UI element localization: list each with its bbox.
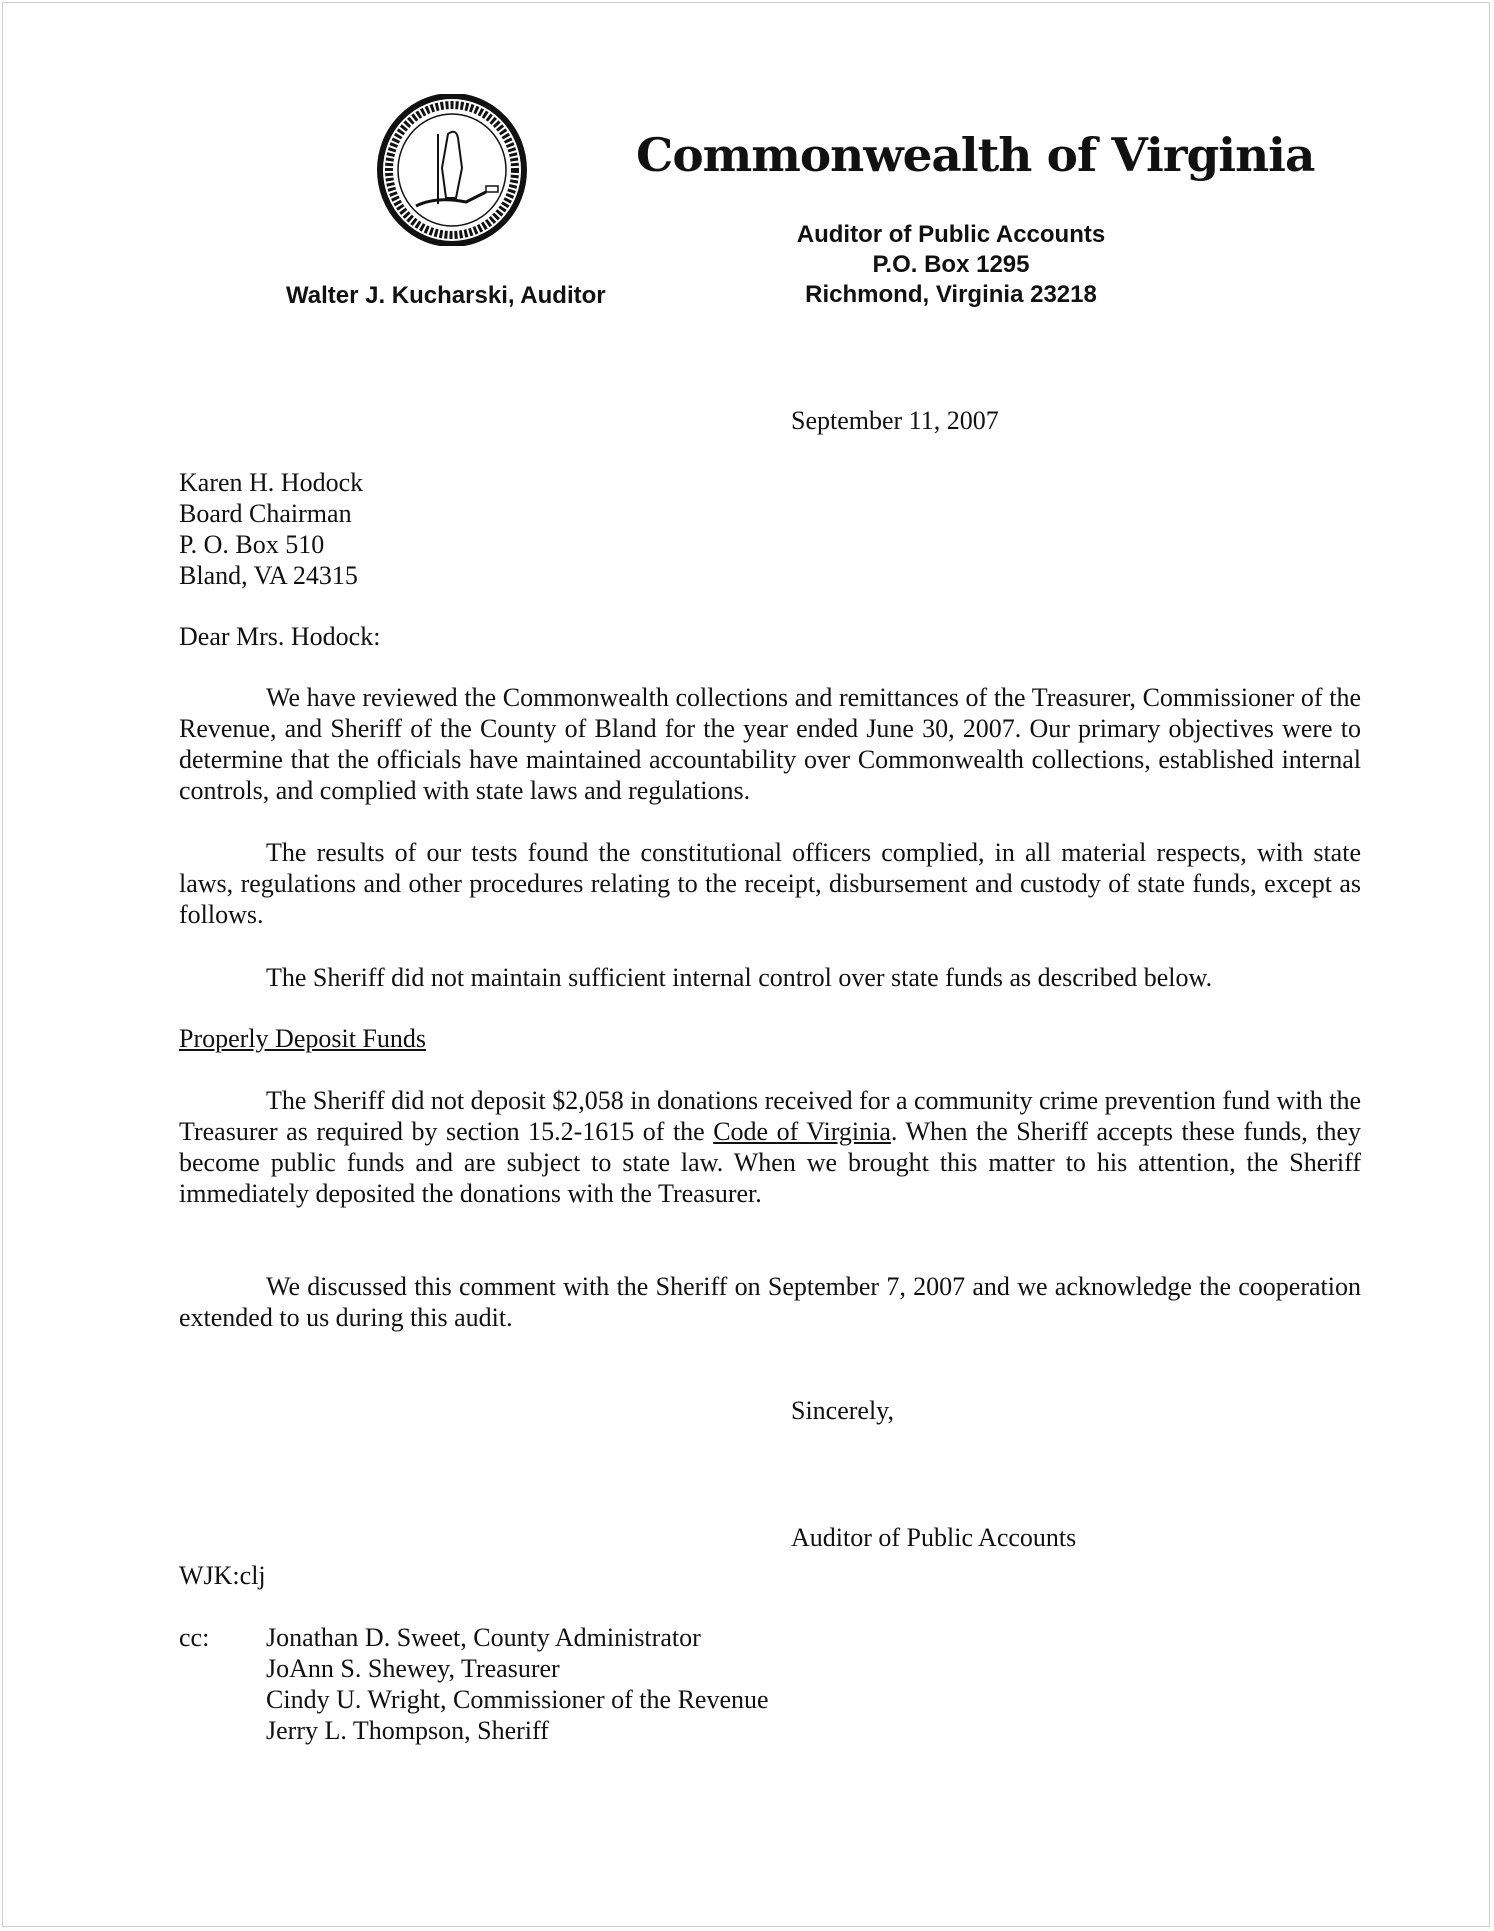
office-address: [751, 220, 1151, 310]
recipient-title: Board Chairman: [179, 499, 352, 528]
code-of-virginia-citation: Code of Virginia: [713, 1117, 891, 1146]
recipient-name: Karen H. Hodock: [179, 468, 364, 497]
auditor-name: Walter J. Kucharski, Auditor: [286, 282, 606, 309]
closing: Sincerely,: [791, 1396, 894, 1425]
cc-list: [266, 1622, 769, 1746]
paragraph-discussion: We discussed this comment with the Sheriff on September 7, 2007 and we acknowledge the cooperation extended to us during this audit.: [179, 1272, 1361, 1332]
office-name: Auditor of Public Accounts: [796, 221, 1106, 248]
recipient-po-box: P. O. Box 510: [179, 530, 325, 559]
initials: WJK:clj: [179, 1561, 266, 1590]
signature: Auditor of Public Accounts: [791, 1523, 1077, 1552]
paragraph-finding: [179, 1085, 1361, 1209]
cc-name: JoAnn S. Shewey, Treasurer: [266, 1654, 560, 1683]
cc-name: Jerry L. Thompson, Sheriff: [266, 1716, 549, 1745]
letterhead-title: Commonwealth of Virginia: [636, 128, 1315, 182]
recipient-city: Bland, VA 24315: [179, 561, 358, 590]
salutation: Dear Mrs. Hodock:: [179, 622, 381, 651]
finding-text-b: . When the Sheriff accepts these funds, they become public funds and are subject to state law. When we brought this matter to his attention, the Sheriff immediately deposited the donations with the Treasurer.: [179, 1117, 1362, 1208]
letter-date: September 11, 2007: [791, 406, 999, 435]
recipient-address: [179, 467, 363, 591]
cc-name: Jonathan D. Sweet, County Administrator: [266, 1623, 701, 1652]
office-po-box: P.O. Box 1295: [872, 251, 1030, 278]
office-city: Richmond, Virginia 23218: [805, 281, 1097, 308]
paragraph-review: We have reviewed the Commonwealth collections and remittances of the Treasurer, Commissioner of the Revenue, and Sheriff of the County of Bland for the year ended June 30, 2007. Our primary objectives were to determine that the officials have maintained accountability over Commonwealth collections, established internal controls, and complied with state laws and regulations.: [179, 683, 1361, 805]
cc-name: Cindy U. Wright, Commissioner of the Revenue: [266, 1685, 769, 1714]
virginia-seal-logo: [376, 94, 528, 246]
paragraph-results: The results of our tests found the constitutional officers complied, in all material respects, with state laws, regulations and other procedures relating to the receipt, disbursement and custody of state funds, except as follows.: [179, 838, 1361, 929]
finding-text-a: The Sheriff did not deposit $2,058 in donations received for a community crime prevention fund with the Treasurer as required by section 15.2-1615 of the: [179, 1086, 1361, 1146]
finding-heading: Properly Deposit Funds: [179, 1024, 426, 1053]
paragraph-finding-intro: The Sheriff did not maintain sufficient internal control over state funds as described below.: [266, 963, 1213, 992]
cc-label: cc:: [179, 1623, 210, 1652]
